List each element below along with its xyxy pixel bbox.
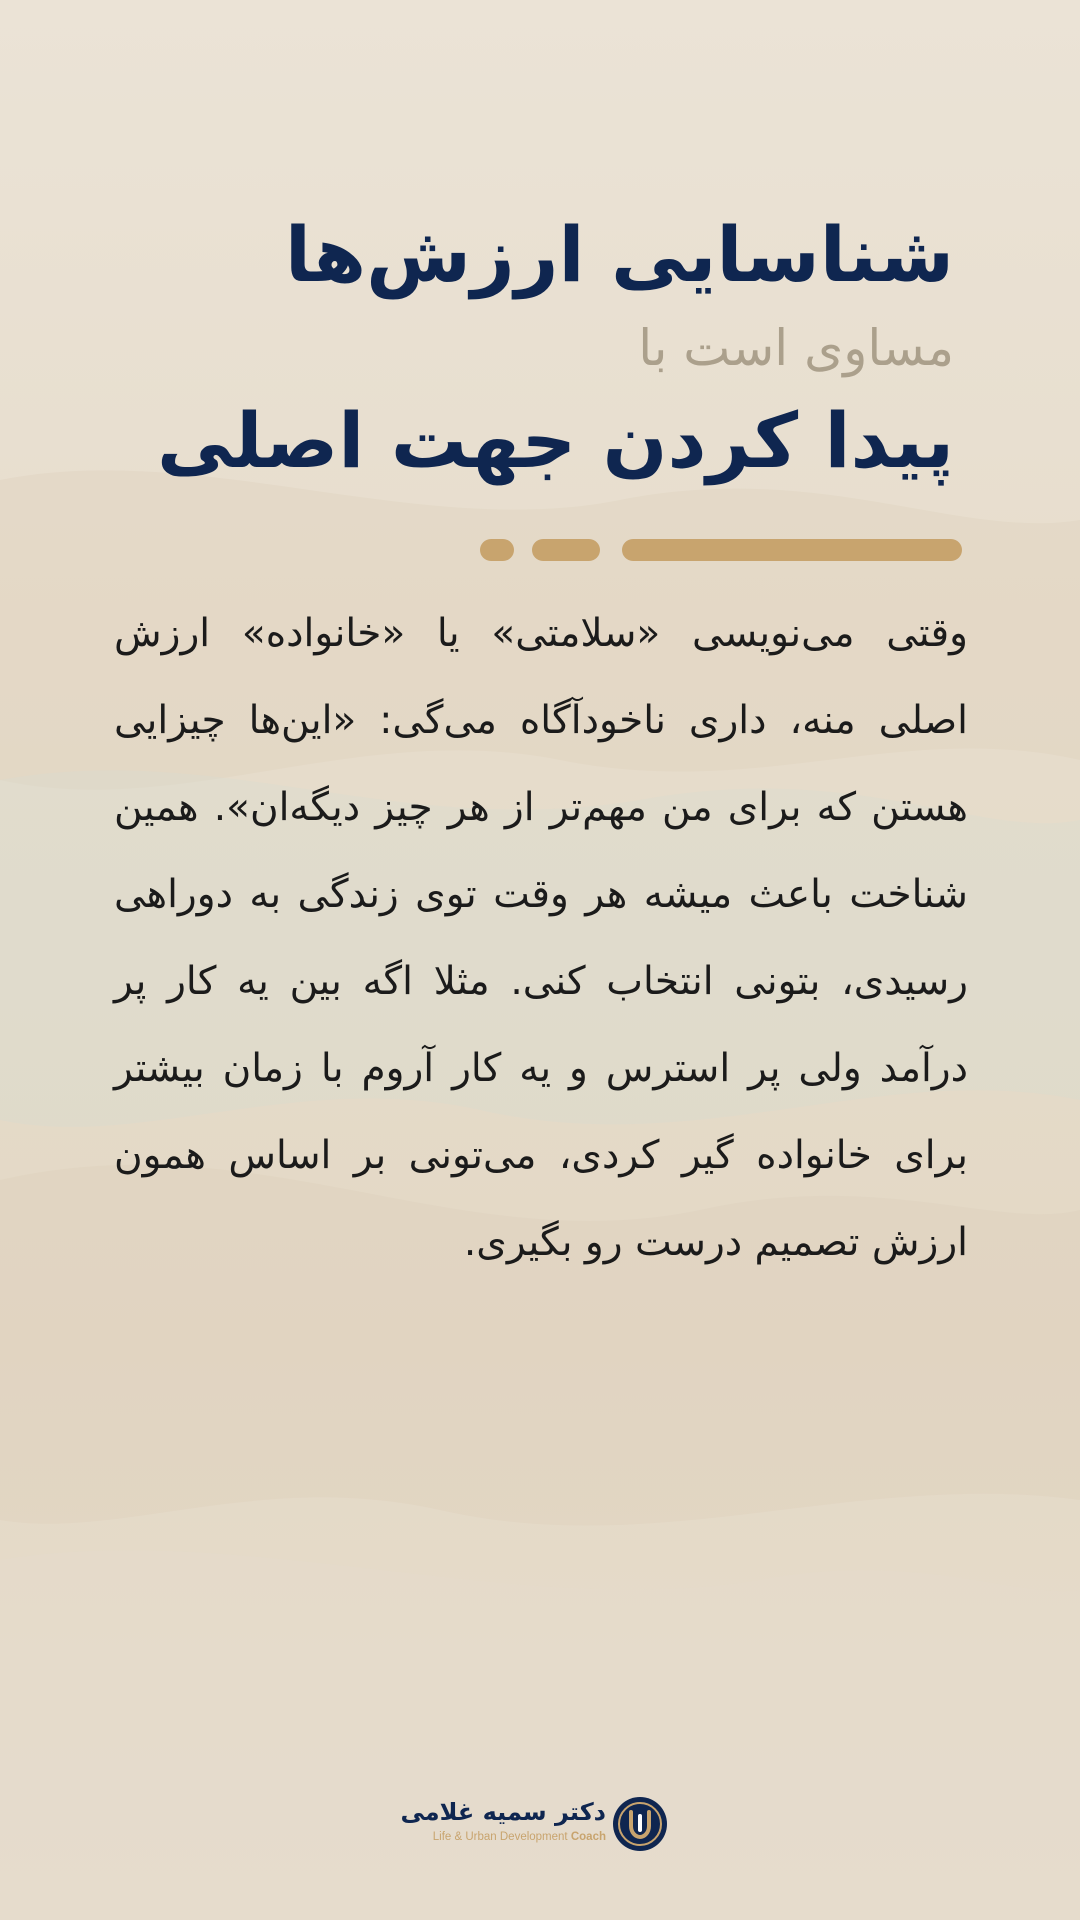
brand-emblem-icon xyxy=(612,1796,668,1852)
divider-dash-long xyxy=(622,539,962,561)
brand-logo xyxy=(400,1796,668,1852)
body-paragraph: وقتی می‌نویسی «سلامتی» یا «خانواده» ارزش اصلی منه، داری ناخودآگاه می‌گی: «این‌ها چیزایی هستن که برای من مهم‌تر از هر چیز دیگه‌ان». همین شناخت باعث میشه هر وقت توی زندگی به دوراهی رسیدی، بتونی انتخاب کنی. مثلا اگه بین یه کار پر درآمد ولی پر استرس و یه کار آروم با زمان بیشتر برای خانواده گیر کردی، می‌تونی بر اساس همون ارزش تصمیم درست رو بگیری. xyxy=(114,611,968,1265)
title-conclusion: پیدا کردن جهت اصلی xyxy=(156,396,954,485)
title-main: شناسایی ارزش‌ها xyxy=(284,210,954,299)
title-block xyxy=(94,205,954,491)
brand-tagline-text: Life & Urban Development xyxy=(432,1831,568,1843)
divider-dash-medium xyxy=(532,539,600,561)
brand-name: دکتر سمیه غلامی xyxy=(400,1798,606,1826)
title-connector: مساوی است با xyxy=(638,319,954,377)
brand-tagline-accent: Coach xyxy=(570,1831,606,1843)
divider-dash-short xyxy=(480,539,514,561)
decorative-divider xyxy=(482,539,962,561)
brand-tagline xyxy=(433,1829,606,1845)
